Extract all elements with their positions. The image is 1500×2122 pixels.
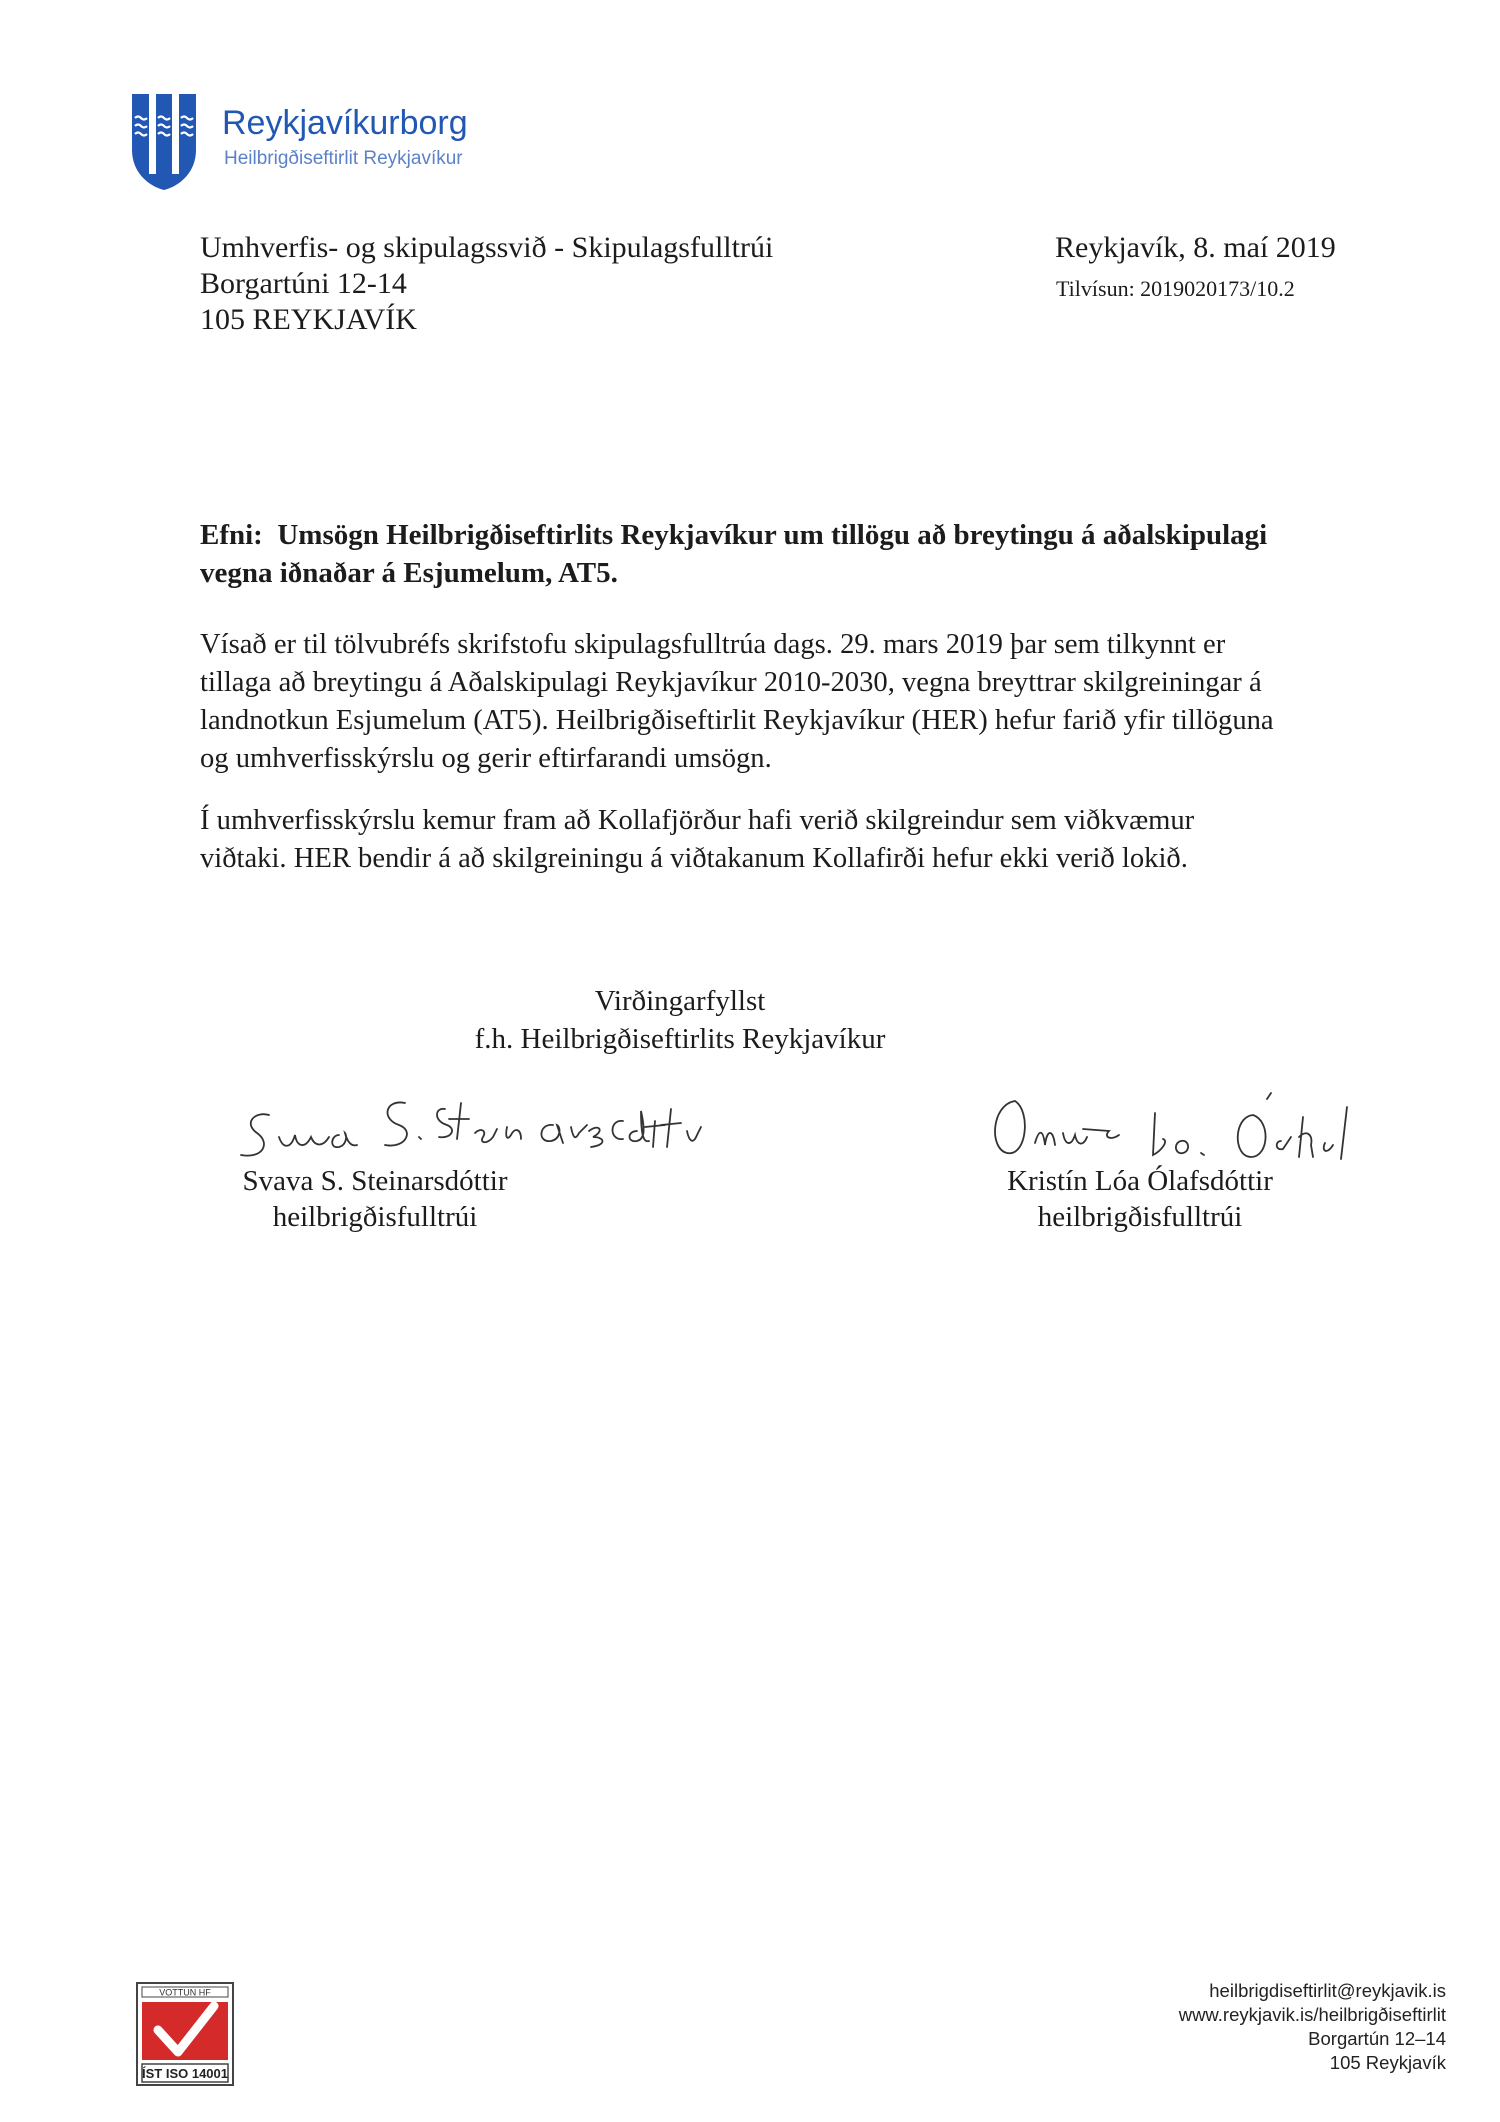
signature-svava: [235, 1075, 735, 1175]
paragraph-line: viðtaki. HER bendir á að skilgreiningu á viðtakanum Kollafirði hefur ekki verið lokið.: [200, 843, 1188, 874]
badge-top-text: VOTTUN HF: [159, 1987, 211, 1998]
badge-bottom-text: ÍST ISO 14001: [142, 2066, 228, 2081]
signer-title: heilbrigðisfulltrúi: [272, 1201, 478, 1233]
paragraph-line: tillaga að breytingu á Aðalskipulagi Reykjavíkur 2010-2030, vegna breyttrar skilgreiningar á: [200, 667, 1262, 698]
footer-website: www.reykjavik.is/heilbrigðiseftirlit: [1178, 2004, 1446, 2025]
footer-email: heilbrigdiseftirlit@reykjavik.is: [1209, 1980, 1446, 2001]
signer-block: [225, 1163, 525, 1235]
closing-salutation: Virðingarfyllst: [594, 985, 766, 1017]
subject-text: Umsögn Heilbrigðiseftirlits Reykjavíkur um tillögu að breytingu á aðalskipulagi: [277, 519, 1268, 551]
subject-label: Efni:: [200, 519, 263, 551]
signer-title: heilbrigðisfulltrúi: [1037, 1201, 1243, 1233]
org-name: Reykjavíkurborg: [222, 104, 468, 142]
reykjavik-crest-logo: [130, 92, 198, 192]
recipient-line: 105 REYKJAVÍK: [200, 303, 417, 336]
closing-on-behalf: f.h. Heilbrigðiseftirlits Reykjavíkur: [474, 1023, 886, 1055]
recipient-address: [200, 230, 773, 338]
reference-number: Tilvísun: 2019020173/10.2: [1056, 276, 1295, 301]
signer-name: Kristín Lóa Ólafsdóttir: [1007, 1165, 1273, 1197]
subject-line: vegna iðnaðar á Esjumelum, AT5.: [200, 557, 618, 589]
letter-date: Reykjavík, 8. maí 2019: [1055, 231, 1336, 264]
closing: [400, 982, 960, 1058]
recipient-line: Umhverfis- og skipulagssvið - Skipulagsfulltrúi: [200, 231, 774, 264]
paragraph-line: og umhverfisskýrslu og gerir eftirfarandi umsögn.: [200, 743, 772, 774]
paragraph-line: landnotkun Esjumelum (AT5). Heilbrigðiseftirlit Reykjavíkur (HER) hefur farið yfir tillöguna: [200, 705, 1274, 736]
body-paragraph: [200, 802, 1340, 878]
signer-block: [990, 1163, 1290, 1235]
footer-contact: [1060, 1979, 1446, 2075]
recipient-line: Borgartúni 12-14: [200, 267, 407, 300]
footer-street: Borgartún 12–14: [1308, 2028, 1446, 2049]
org-subtitle: Heilbrigðiseftirlit Reykjavíkur: [224, 148, 463, 169]
footer-city: 105 Reykjavík: [1329, 2052, 1446, 2073]
subject-line: [200, 516, 1340, 554]
paragraph-line: Í umhverfisskýrslu kemur fram að Kollafjörður hafi verið skilgreindur sem viðkvæmur: [200, 805, 1195, 836]
iso-14001-certification-badge: [136, 1982, 234, 2086]
subject-heading: [200, 516, 1340, 592]
paragraph-line: Vísað er til tölvubréfs skrifstofu skipulagsfulltrúa dags. 29. mars 2019 þar sem tilkynnt er: [200, 629, 1226, 660]
body-paragraph: [200, 626, 1340, 778]
signer-name: Svava S. Steinarsdóttir: [242, 1165, 508, 1197]
